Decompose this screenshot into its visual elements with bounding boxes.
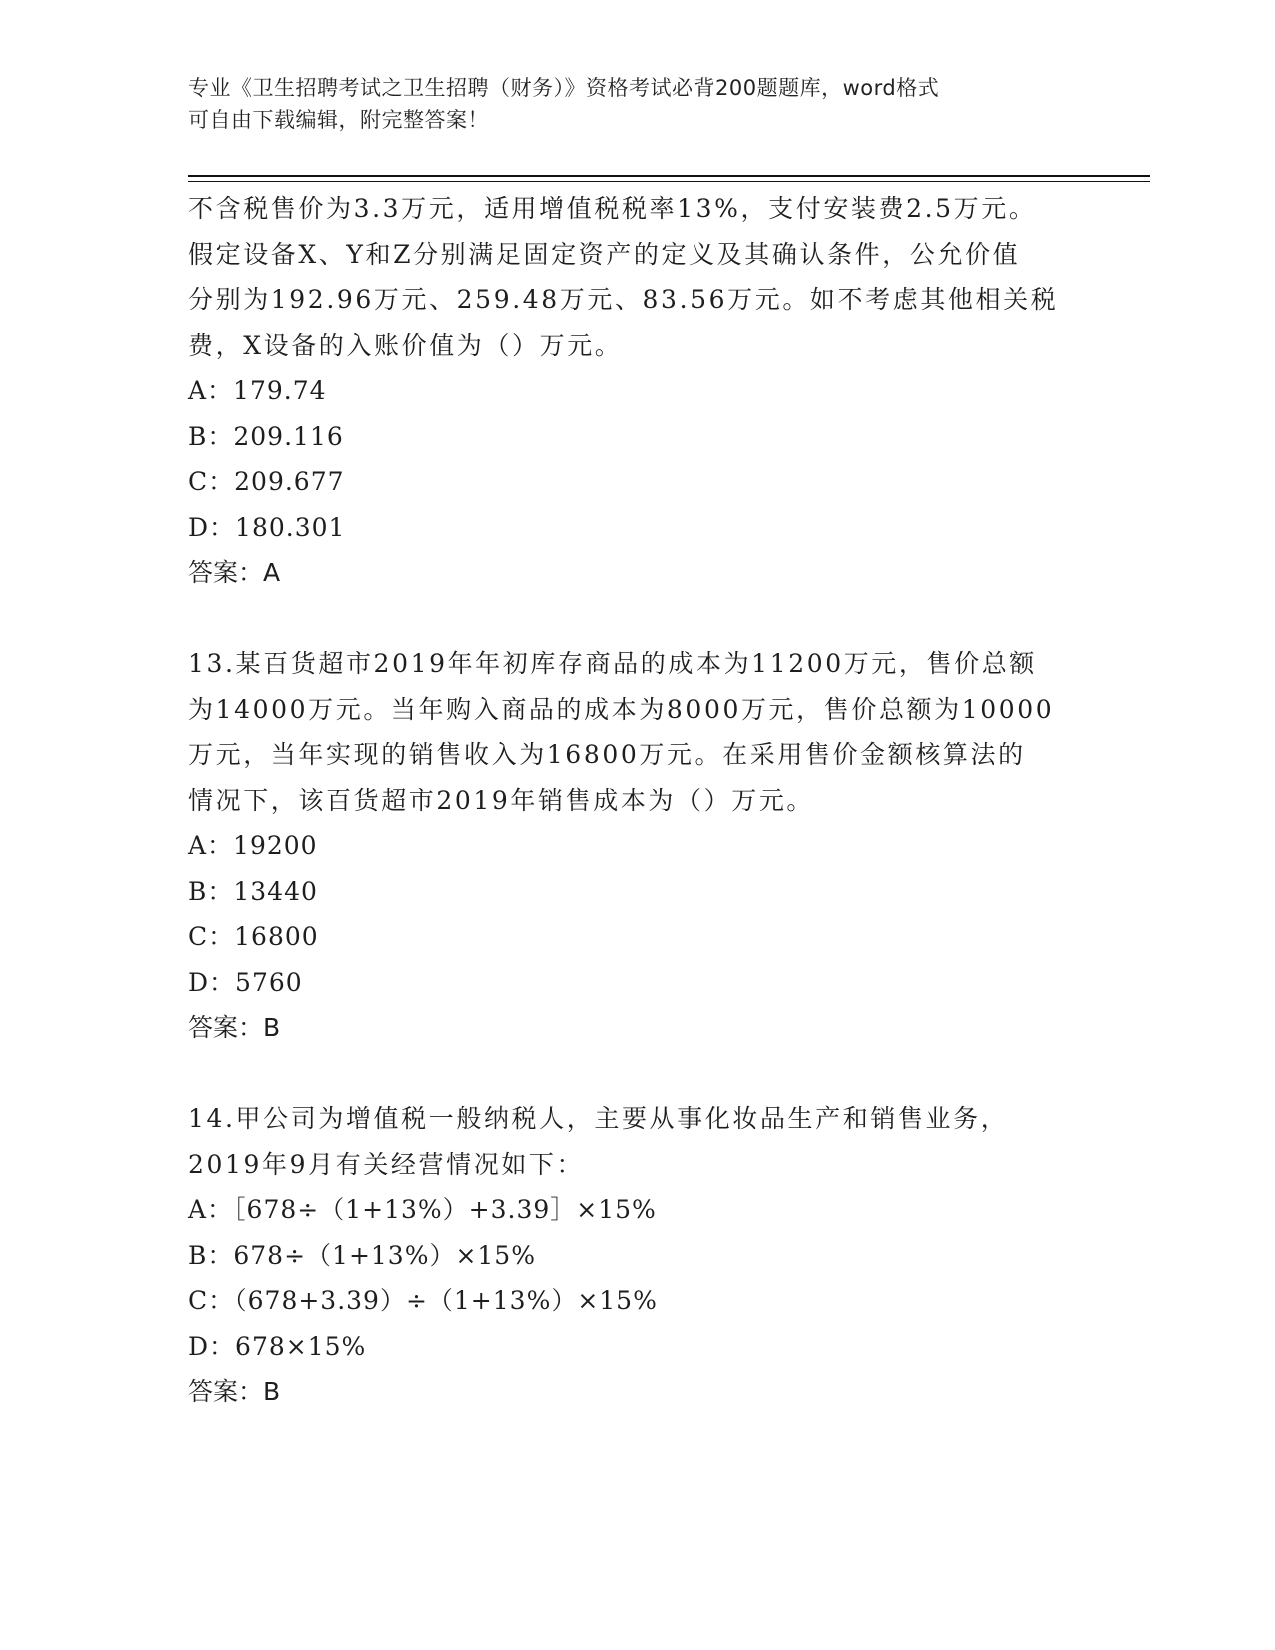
question-13: [188, 641, 1088, 1051]
question-13-option-b: B：13440: [188, 876, 318, 906]
question-13-option-d: D：5760: [188, 967, 303, 997]
question-list: [188, 186, 1088, 1415]
question-13-answer: 答案：B: [188, 1013, 281, 1042]
question-12-option-d: D：180.301: [188, 512, 346, 542]
question-13-option-a: A：19200: [188, 831, 318, 860]
question-spacer: [188, 596, 1088, 642]
question-12-text-line-4: 费，X设备的入账价值为（）万元。: [188, 330, 623, 360]
question-14-text-line-2: 2019年9月有关经营情况如下：: [188, 1149, 585, 1179]
question-12-text-line-2: 假定设备X、Y和Z分别满足固定资产的定义及其确认条件，公允价值: [188, 239, 1021, 269]
question-14-answer: 答案：B: [188, 1377, 281, 1406]
question-14-option-c: C：（678+3.39）÷（1+13%）×15%: [188, 1286, 658, 1315]
header-divider-thin: [188, 181, 1150, 182]
header-title-line-2: 可自由下载编辑，附完整答案！: [188, 108, 489, 132]
header-title-line-1: 专业《卫生招聘考试之卫生招聘（财务）》资格考试必背200题题库，word格式: [188, 76, 940, 100]
question-13-text-line-3: 万元，当年实现的销售收入为16800万元。在采用售价金额核算法的: [188, 740, 1026, 769]
question-14-text-line-1: 14.甲公司为增值税一般纳税人，主要从事化妆品生产和销售业务，: [188, 1104, 1009, 1133]
question-12-text-line-3: 分别为192.96万元、259.48万元、83.56万元。如不考虑其他相关税: [188, 285, 1059, 314]
document-header: [188, 72, 1068, 136]
question-12-answer: 答案：A: [188, 558, 281, 587]
question-13-text-line-4: 情况下，该百货超市2019年销售成本为（）万元。: [188, 785, 815, 815]
question-13-text-line-2: 为14000万元。当年购入商品的成本为8000万元，售价总额为10000: [188, 694, 1055, 724]
question-12-option-c: C：209.677: [188, 467, 345, 496]
question-13-text-line-1: 13.某百货超市2019年年初库存商品的成本为11200万元，售价总额: [188, 649, 1037, 678]
header-divider-thick: [188, 175, 1150, 177]
question-14: [188, 1096, 1088, 1415]
question-spacer: [188, 1051, 1088, 1097]
question-12: [188, 186, 1088, 596]
question-12-option-a: A：179.74: [188, 376, 327, 405]
question-13-option-c: C：16800: [188, 922, 319, 951]
question-12-option-b: B：209.116: [188, 421, 344, 451]
question-14-option-d: D：678×15%: [188, 1331, 367, 1361]
question-12-text-line-1: 不含税售价为3.3万元，适用增值税税率13%，支付安装费2.5万元。: [188, 194, 1037, 223]
question-14-option-b: B：678÷（1+13%）×15%: [188, 1240, 536, 1270]
question-14-option-a: A：［678÷（1+13%）+3.39］×15%: [188, 1195, 657, 1224]
